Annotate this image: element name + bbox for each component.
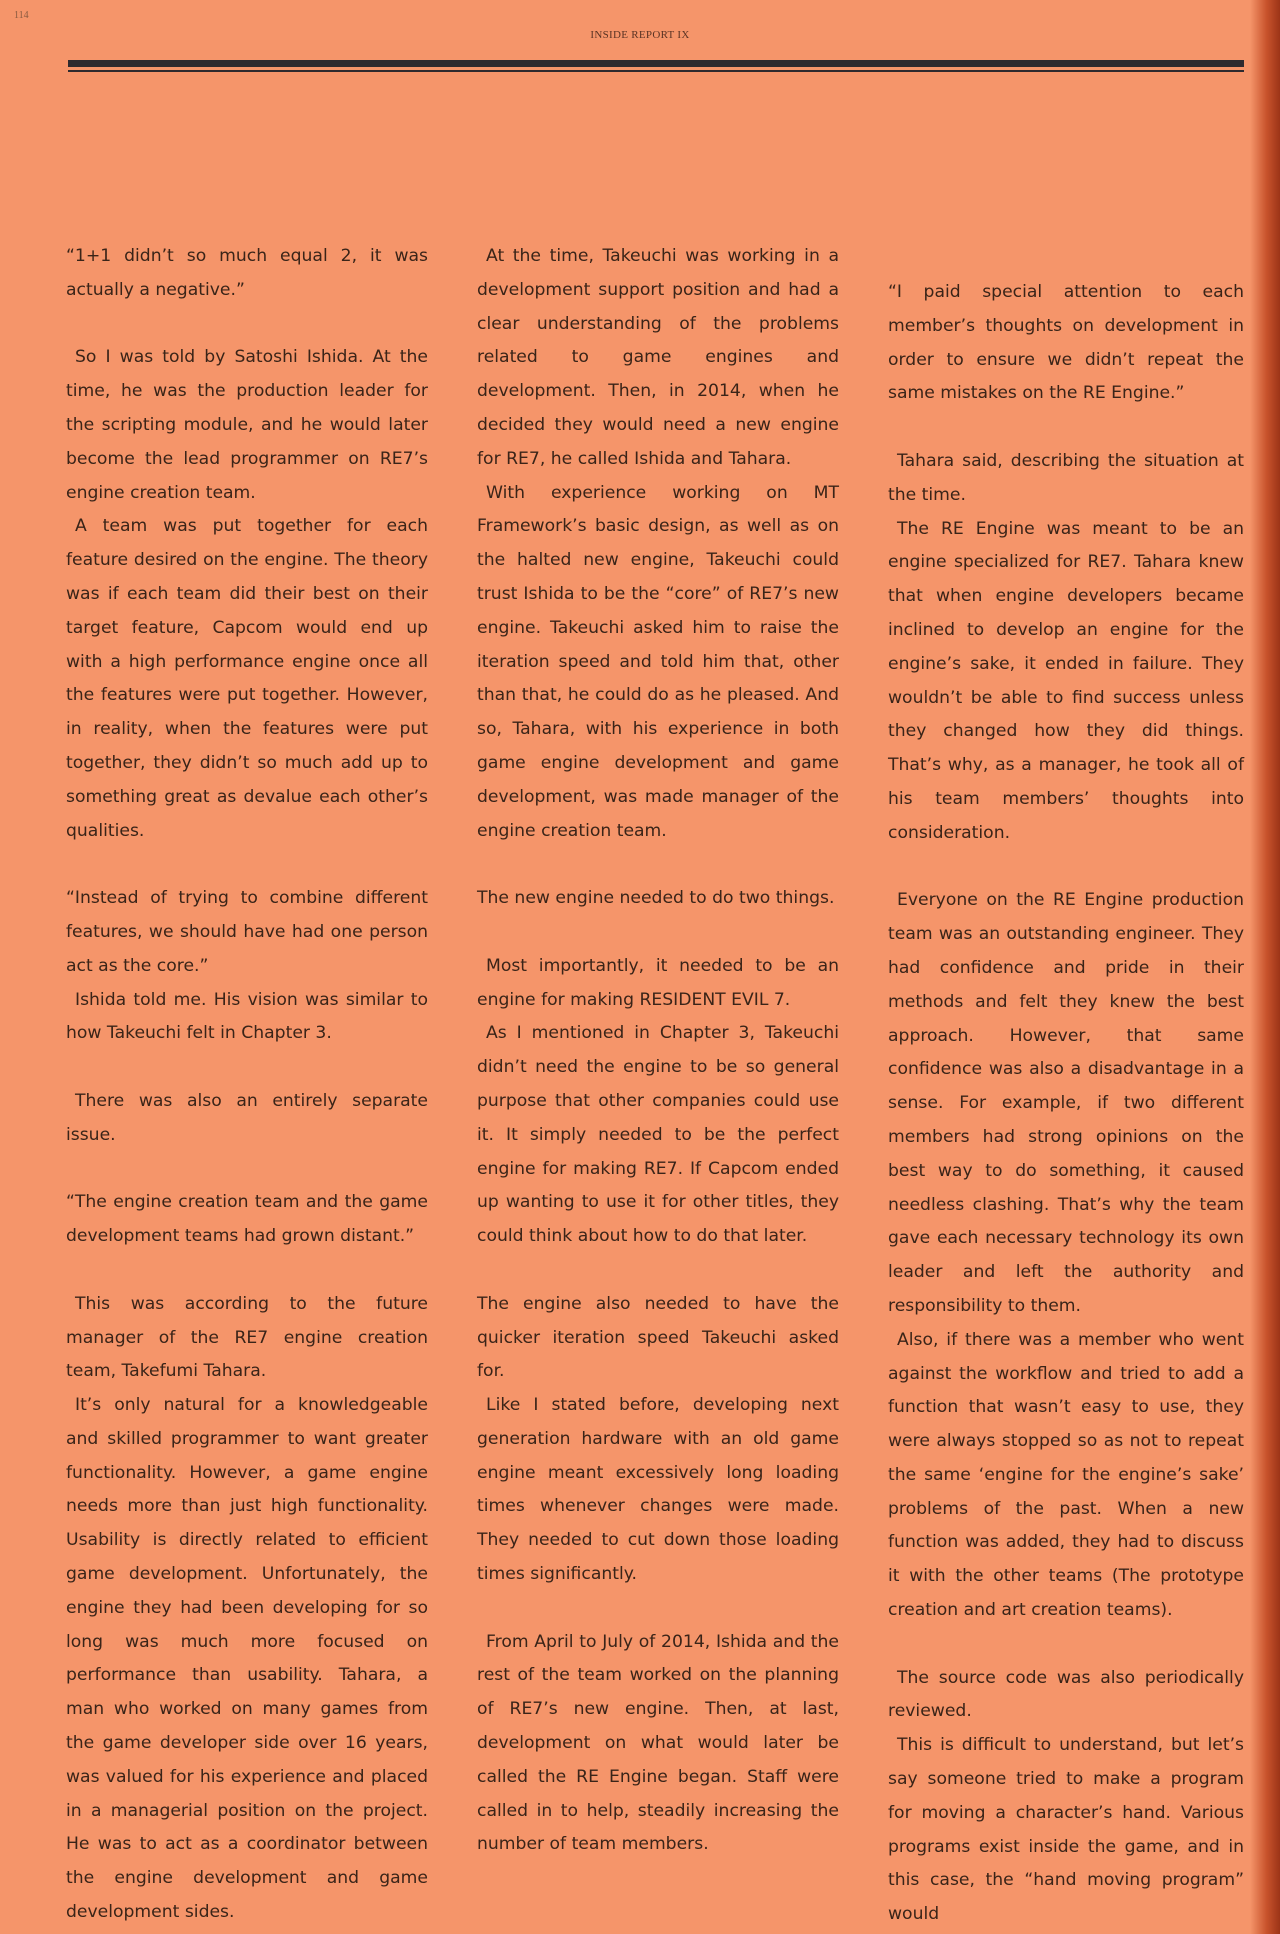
paragraph: Most importantly, it needed to be an engine for making RESIDENT EVIL 7. <box>477 955 839 1010</box>
paragraph: There was also an entirely separate issue. <box>66 1090 428 1145</box>
paragraph: “The engine creation team and the game development teams had grown distant.” <box>66 1192 428 1247</box>
paragraph: This was according to the future manager of the RE7 engine creation team, Takefumi Tahara. <box>66 1293 428 1382</box>
paragraph: The source code was also periodically reviewed. <box>888 1667 1244 1722</box>
paragraph: The RE Engine was meant to be an engine specialized for RE7. Tahara knew that when engine developers became inclined to develop an engine for the engine’s sake, it ended in failure. They wouldn’t be able to find success unless they changed how they did things. That’s why, as a manager, he took all of his team members’ thoughts into consideration. <box>888 518 1244 843</box>
text-column-1 <box>66 240 428 1930</box>
paragraph: “Instead of trying to combine different features, we should have had one person act as the core.” <box>66 888 428 976</box>
paragraph: A team was put together for each feature desired on the engine. The theory was if each team did their best on their target feature, Capcom would end up with a high performance engine once all the features were put together. However, in reality, when the features were put together, they didn’t so much add up to something great as devalue each other’s qualities. <box>66 516 428 841</box>
paragraph: As I mentioned in Chapter 3, Takeuchi didn’t need the engine to be so general purpose that other companies could use it. It simply needed to be the perfect engine for making RE7. If Capcom ended up wanting to use it for other titles, they could think about how to do that later. <box>477 1023 839 1247</box>
header-rule-thin <box>68 70 1244 72</box>
paragraph: It’s only natural for a knowledgeable and skilled programmer to want greater functionality. However, a game engine needs more than just high functionality. Usability is directly related to efficient game development. Unfortunately, the engine they had been developing for so long was much more focused on performance than usability. Tahara, a man who worked on many games from the game developer side over 16 years, was valued for his experience and placed in a managerial position on the project. He was to act as a coordinator between the engine development and game development sides. <box>66 1395 428 1923</box>
paragraph: Everyone on the RE Engine production team was an outstanding engineer. They had confidence and pride in their methods and felt they knew the best approach. However, that same confidence was also a disadvantage in a sense. For example, if two different members had strong opinions on the best way to do something, it caused needless clashing. That’s why the team gave each necessary technology its own leader and left the authority and responsibility to them. <box>888 890 1244 1316</box>
paragraph: At the time, Takeuchi was working in a development support position and had a clear understanding of the problems related to game engines and development. Then, in 2014, when he decided they would need a new engine for RE7, he called Ishida and Tahara. <box>477 246 839 469</box>
paragraph: The engine also needed to have the quicker iteration speed Takeuchi asked for. <box>477 1293 839 1382</box>
text-column-3 <box>888 276 1244 1925</box>
paragraph: With experience working on MT Framework’s basic design, as well as on the halted new engine, Takeuchi could trust Ishida to be the “core” of RE7’s new engine. Takeuchi asked him to raise the iteration speed and told him that, other than that, he could do as he pleased. And so, Tahara, with his experience in both game engine development and game development, was made manager of the engine creation team. <box>477 482 839 841</box>
paragraph: Ishida told me. His vision was similar to how Takeuchi felt in Chapter 3. <box>66 989 428 1044</box>
page-number: 114 <box>14 10 29 21</box>
page-edge-shadow <box>1250 0 1280 1934</box>
paragraph: The new engine needed to do two things. <box>477 888 835 909</box>
paragraph: Tahara said, describing the situation at the time. <box>888 450 1244 505</box>
paragraph: So I was told by Satoshi Ishida. At the time, he was the production leader for the scripting module, and he would later become the lead programmer on RE7’s engine creation team. <box>66 347 428 503</box>
running-head: INSIDE REPORT IX <box>590 29 690 41</box>
paragraph: From April to July of 2014, Ishida and the rest of the team worked on the planning of RE7’s new engine. Then, at last, development on what would later be called the RE Engine began. Staff were called in to help, steadily increasing the number of team members. <box>477 1631 839 1855</box>
paragraph: Like I stated before, developing next generation hardware with an old game engine meant excessively long loading times whenever changes were made. They needed to cut down those loading times significantly. <box>477 1395 839 1585</box>
paragraph: “1+1 didn’t so much equal 2, it was actually a negative.” <box>66 246 428 300</box>
paragraph: Also, if there was a member who went against the workflow and tried to add a function that wasn’t easy to use, they were always stopped so as not to repeat the same ‘engine for the engine’s sake’ problems of the past. When a new function was added, they had to discuss it with the other teams (The prototype creation and art creation teams). <box>888 1329 1244 1621</box>
paragraph: “I paid special attention to each member’s thoughts on development in order to ensure we didn’t repeat the same mistakes on the RE Engine.” <box>888 282 1244 404</box>
text-column-2 <box>477 240 839 1862</box>
header-rule-thick <box>68 60 1244 67</box>
paragraph: This is difficult to understand, but let’s say someone tried to make a program for moving a character’s hand. Various programs exist inside the game, and in this case, the “hand moving program” would <box>888 1735 1244 1925</box>
